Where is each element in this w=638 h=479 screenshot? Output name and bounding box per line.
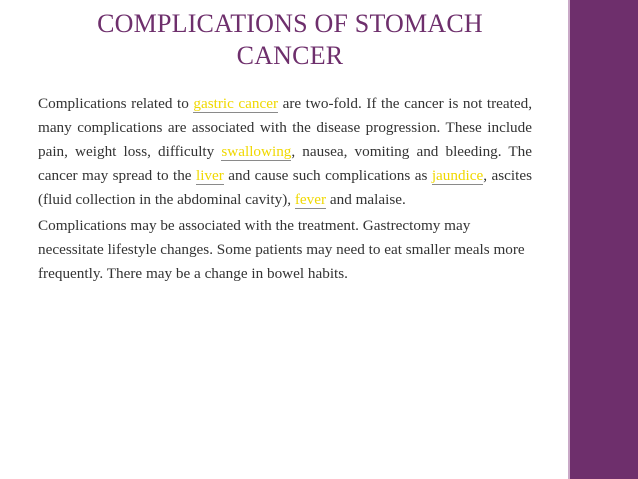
side-accent-bar: [570, 0, 638, 479]
para1-text-6: and malaise.: [326, 191, 406, 208]
para1-text-1: Complications related to: [38, 95, 194, 112]
link-jaundice[interactable]: jaundice: [431, 167, 484, 184]
slide-content: [38, 92, 532, 288]
link-swallowing[interactable]: swallowing: [221, 143, 292, 160]
link-fever[interactable]: fever: [294, 191, 327, 208]
title-line-2: CANCER: [236, 41, 344, 70]
link-liver[interactable]: liver: [195, 167, 224, 184]
slide-title: [30, 8, 550, 72]
title-line-1: COMPLICATIONS OF STOMACH: [97, 9, 483, 38]
paragraph-treatment-complications: Complications may be associated with the treatment. Gastrectomy may necessitate lifestyle changes. Some patients may need to eat smaller meals more frequently. There may be a change in bowel habits.: [38, 217, 525, 282]
para1-text-4: and cause such complications as: [223, 167, 432, 184]
link-gastric-cancer[interactable]: gastric cancer: [193, 95, 279, 112]
para1-text-5: , ascites (fluid collection in the abdominal cavity),: [38, 167, 532, 208]
para1-text-2: are two-fold. If the cancer is not treated, many complications are associated with the disease progression. These include pain, weight loss, difficulty: [38, 95, 532, 160]
paragraph-disease-complications: [38, 92, 532, 212]
para1-text-3: , nausea, vomiting and bleeding. The cancer may spread to the: [38, 143, 533, 184]
